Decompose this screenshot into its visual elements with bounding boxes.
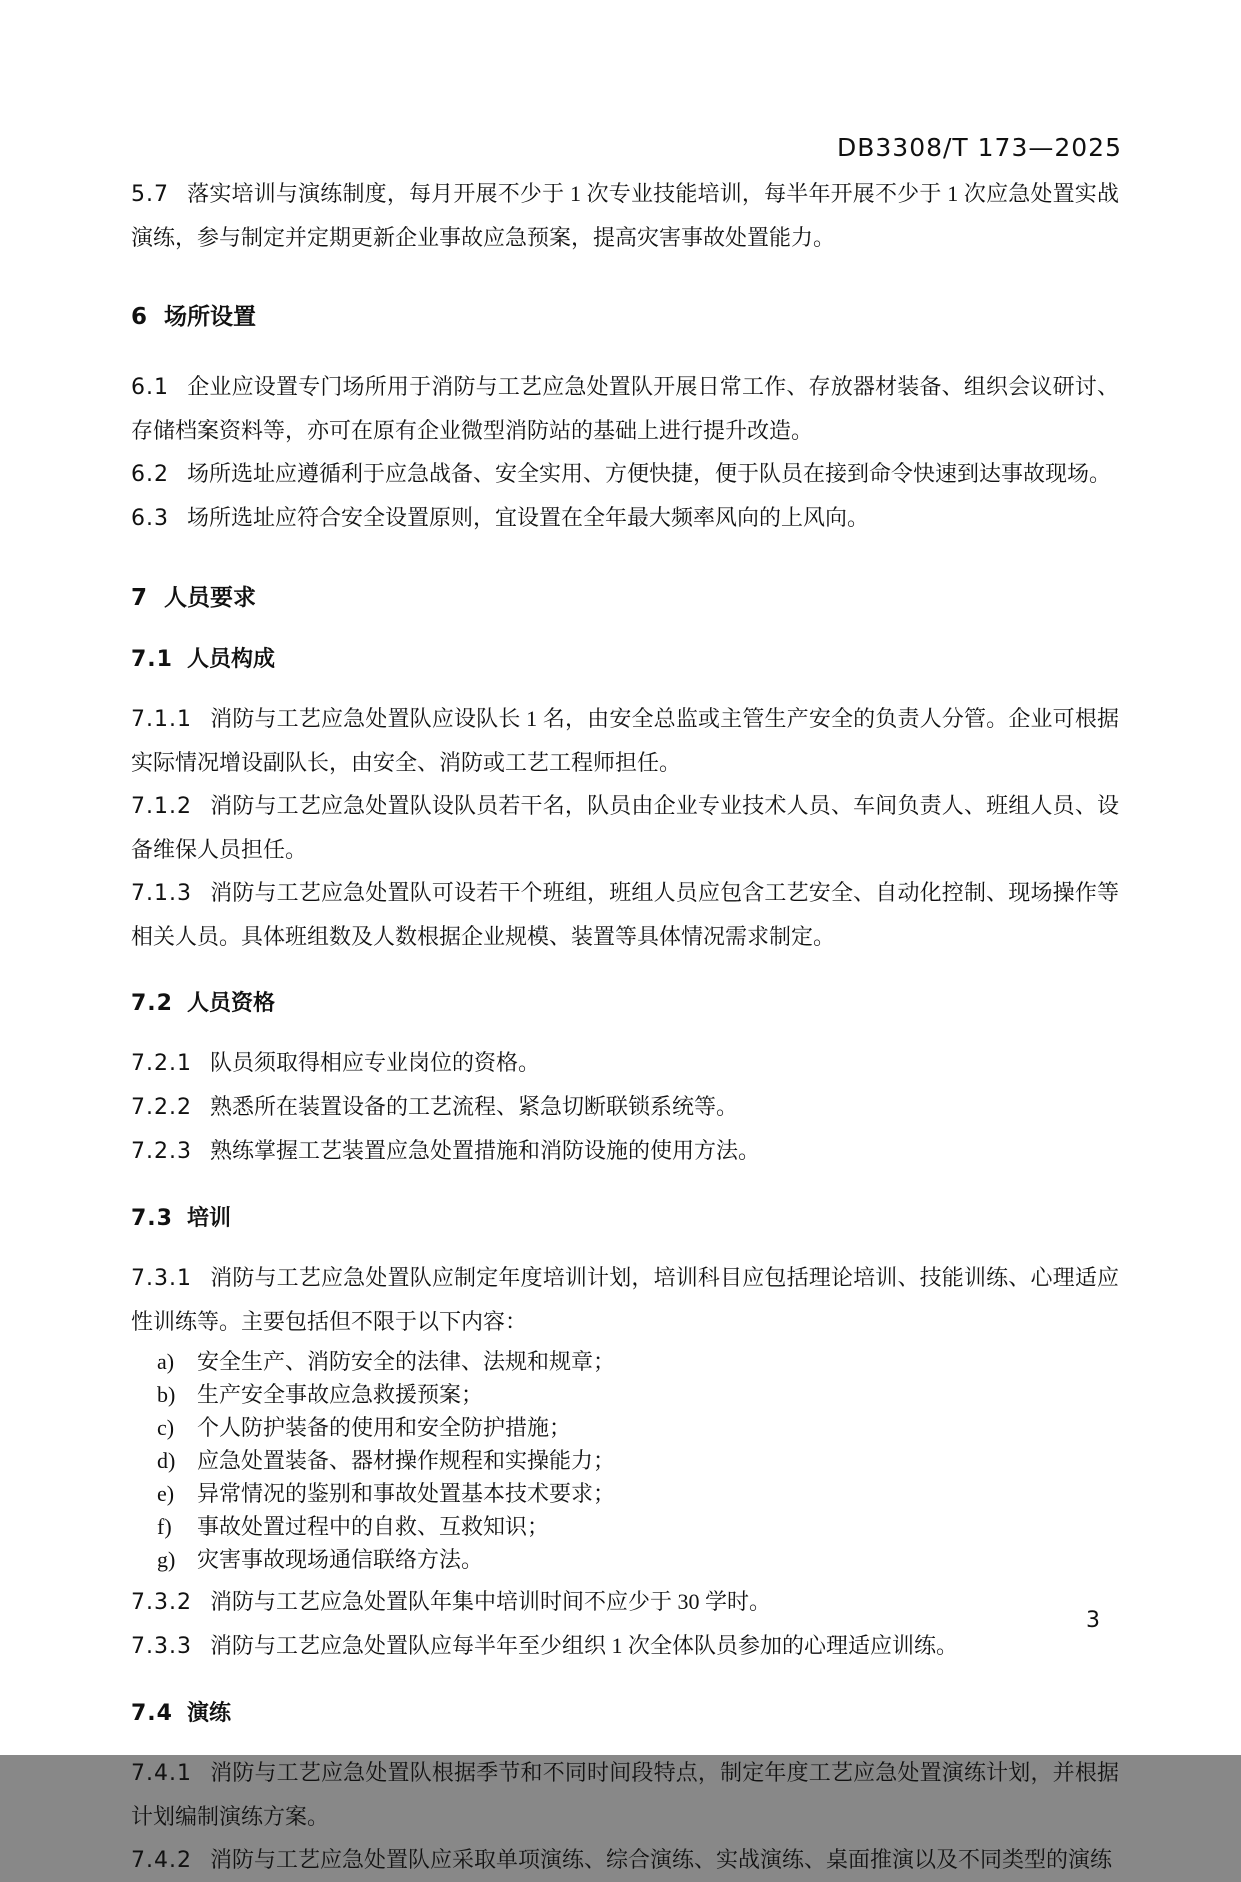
clause-7-3-1 <box>131 1256 1119 1343</box>
list-item-c <box>131 1411 1119 1444</box>
list-item-label: c) <box>157 1415 175 1440</box>
clause-6-3 <box>131 496 1119 540</box>
list-item-label: a) <box>157 1349 175 1374</box>
section-title: 人员要求 <box>164 585 257 611</box>
subsection-title: 培训 <box>186 1206 231 1231</box>
subsection-title: 人员资格 <box>186 991 275 1016</box>
clause-text: 消防与工艺应急处置队应每半年至少组织 1 次全体队员参加的心理适应训练。 <box>209 1633 958 1658</box>
clause-text: 消防与工艺应急处置队应制定年度培训计划，培训科目应包括理论培训、技能训练、心理适应性训练等。主要包括但不限于以下内容： <box>131 1265 1119 1334</box>
list-item-a <box>131 1345 1119 1378</box>
clause-7-3-2 <box>131 1580 1119 1624</box>
list-item-text: 事故处置过程中的自救、互救知识； <box>197 1514 550 1539</box>
clause-7-2-3 <box>131 1129 1119 1173</box>
clause-text: 落实培训与演练制度，每月开展不少于 1 次专业技能培训，每半年开展不少于 1 次应急处置实战演练，参与制定并定期更新企业事故应急预案，提高灾害事故处置能力。 <box>131 181 1119 250</box>
clause-6-2 <box>131 452 1119 496</box>
clause-7-2-2 <box>131 1085 1119 1129</box>
clause-number: 6.2 <box>131 462 169 487</box>
clause-7-1-2 <box>131 784 1119 871</box>
clause-text: 场所选址应遵循利于应急战备、安全实用、方便快捷，便于队员在接到命令快速到达事故现场。 <box>187 461 1112 486</box>
list-item-label: d) <box>157 1448 176 1473</box>
standard-code: DB3308/T 173—2025 <box>836 133 1122 162</box>
subsection-number: 7.1 <box>131 647 173 672</box>
subsection-7-3-heading <box>131 1205 1119 1232</box>
subsection-7-4-heading <box>131 1700 1119 1727</box>
clause-number: 7.1.1 <box>131 707 192 732</box>
list-item-text: 个人防护装备的使用和安全防护措施； <box>197 1415 572 1440</box>
clause-number: 7.2.2 <box>131 1095 192 1120</box>
subsection-number: 7.4 <box>131 1701 173 1726</box>
clause-number: 7.4.2 <box>131 1848 192 1873</box>
clause-number: 6.3 <box>131 506 169 531</box>
clause-number: 7.4.1 <box>131 1761 192 1786</box>
section-title: 场所设置 <box>164 304 257 330</box>
clause-text: 消防与工艺应急处置队设队员若干名，队员由企业专业技术人员、车间负责人、班组人员、设备维保人员担任。 <box>131 793 1119 862</box>
clause-number: 7.3.2 <box>131 1590 192 1615</box>
clause-number: 7.1.3 <box>131 881 192 906</box>
clause-number: 7.1.2 <box>131 794 192 819</box>
list-item-label: b) <box>157 1382 176 1407</box>
clause-7-1-3 <box>131 871 1119 958</box>
subsection-title: 演练 <box>186 1701 231 1726</box>
list-item-text: 安全生产、消防安全的法律、法规和规章； <box>197 1349 616 1374</box>
clause-number: 7.3.1 <box>131 1266 192 1291</box>
list-item-e <box>131 1477 1119 1510</box>
section-7-heading <box>131 584 1119 612</box>
clause-number: 5.7 <box>131 182 169 207</box>
clause-text: 企业应设置专门场所用于消防与工艺应急处置队开展日常工作、存放器材装备、组织会议研讨、存储档案资料等，亦可在原有企业微型消防站的基础上进行提升改造。 <box>131 374 1119 443</box>
subsection-number: 7.3 <box>131 1206 173 1231</box>
clause-text: 队员须取得相应专业岗位的资格。 <box>209 1050 540 1075</box>
clause-7-1-1 <box>131 697 1119 784</box>
clause-text: 消防与工艺应急处置队根据季节和不同时间段特点，制定年度工艺应急处置演练计划，并根据计划编制演练方案。 <box>131 1760 1119 1829</box>
clause-text: 消防与工艺应急处置队应采取单项演练、综合演练、实战演练、桌面推演以及不同类型的演练 <box>209 1847 1112 1872</box>
section-number: 7 <box>131 585 149 611</box>
clause-text: 熟悉所在装置设备的工艺流程、紧急切断联锁系统等。 <box>209 1094 738 1119</box>
clause-text: 熟练掌握工艺装置应急处置措施和消防设施的使用方法。 <box>209 1138 760 1163</box>
document-content <box>131 172 1119 1882</box>
clause-6-1 <box>131 365 1119 452</box>
section-number: 6 <box>131 304 149 330</box>
list-item-label: f) <box>157 1514 172 1539</box>
subsection-title: 人员构成 <box>186 647 275 672</box>
clause-text: 消防与工艺应急处置队可设若干个班组，班组人员应包含工艺安全、自动化控制、现场操作等相关人员。具体班组数及人数根据企业规模、装置等具体情况需求制定。 <box>131 880 1119 949</box>
subsection-number: 7.2 <box>131 991 173 1016</box>
subsection-7-1-heading <box>131 646 1119 673</box>
clause-number: 7.2.1 <box>131 1051 192 1076</box>
training-content-list <box>131 1345 1119 1576</box>
page-number: 3 <box>1086 1608 1100 1633</box>
list-item-label: g) <box>157 1547 176 1572</box>
list-item-label: e) <box>157 1481 175 1506</box>
list-item-text: 异常情况的鉴别和事故处置基本技术要求； <box>197 1481 616 1506</box>
clause-number: 7.2.3 <box>131 1139 192 1164</box>
section-6-heading <box>131 303 1119 331</box>
clause-7-2-1 <box>131 1041 1119 1085</box>
clause-7-4-2 <box>131 1838 1119 1882</box>
clause-5-7 <box>131 172 1119 259</box>
clause-text: 消防与工艺应急处置队应设队长 1 名，由安全总监或主管生产安全的负责人分管。企业可根据实际情况增设副队长，由安全、消防或工艺工程师担任。 <box>131 706 1119 775</box>
list-item-text: 灾害事故现场通信联络方法。 <box>197 1547 484 1572</box>
clause-number: 6.1 <box>131 375 169 400</box>
clause-text: 场所选址应符合安全设置原则，宜设置在全年最大频率风向的上风向。 <box>187 505 870 530</box>
clause-7-4-1 <box>131 1751 1119 1838</box>
list-item-g <box>131 1543 1119 1576</box>
list-item-f <box>131 1510 1119 1543</box>
subsection-7-2-heading <box>131 990 1119 1017</box>
clause-7-3-3 <box>131 1624 1119 1668</box>
list-item-text: 应急处置装备、器材操作规程和实操能力； <box>197 1448 616 1473</box>
list-item-text: 生产安全事故应急救援预案； <box>197 1382 484 1407</box>
list-item-d <box>131 1444 1119 1477</box>
list-item-b <box>131 1378 1119 1411</box>
clause-number: 7.3.3 <box>131 1634 192 1659</box>
clause-text: 消防与工艺应急处置队年集中培训时间不应少于 30 学时。 <box>209 1589 771 1614</box>
